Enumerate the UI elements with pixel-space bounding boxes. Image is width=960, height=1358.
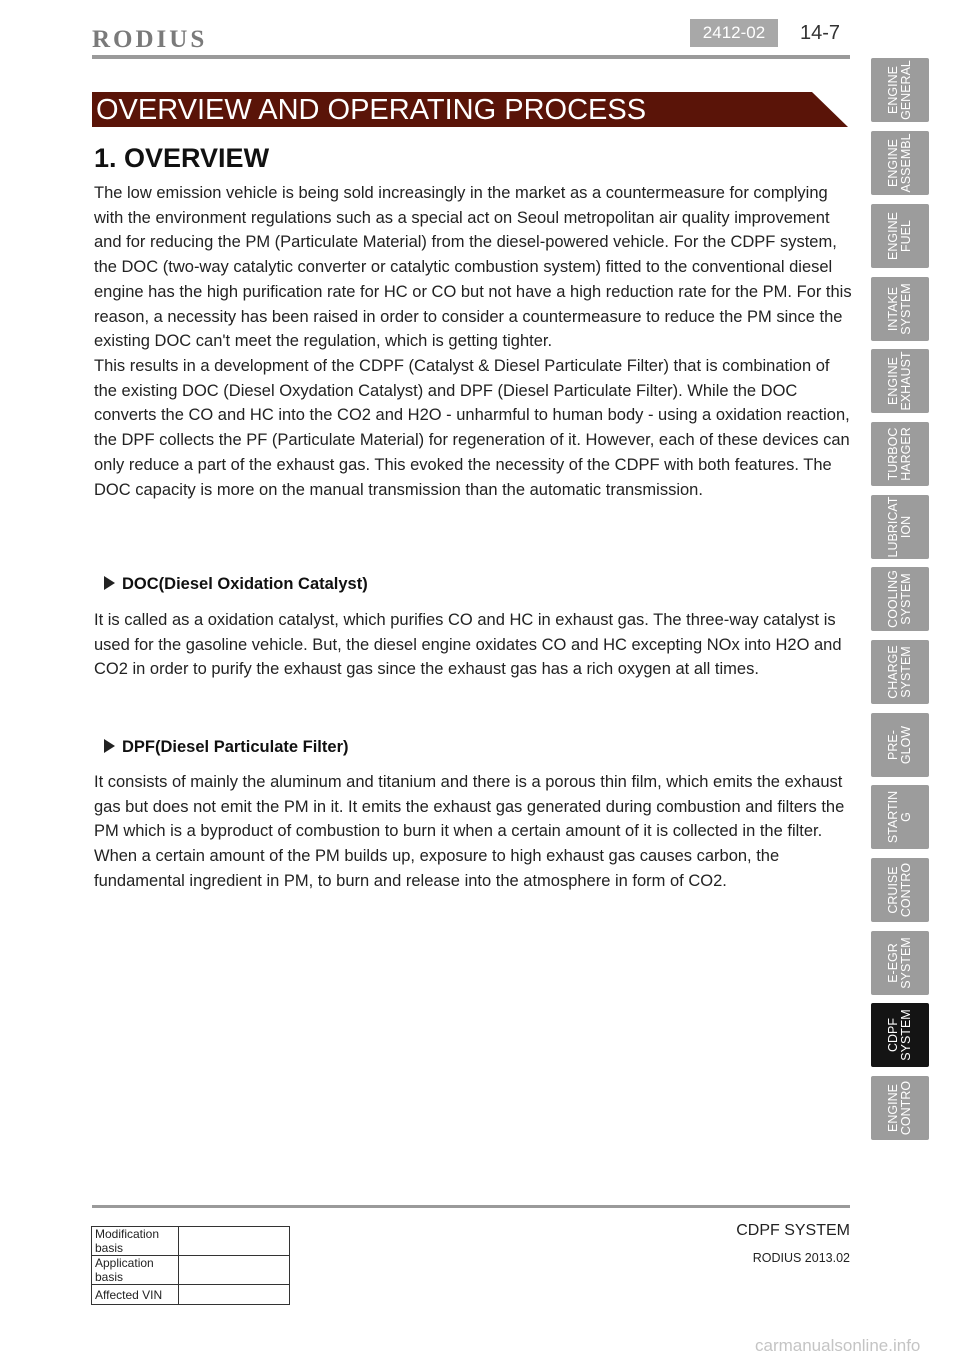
tab-label: CRUISE CONTRO: [886, 862, 913, 918]
tab-pre-glow[interactable]: [871, 713, 929, 777]
tab-label: E-EGR SYSTEM: [886, 937, 913, 989]
basis-value: [179, 1285, 290, 1305]
tab-starting[interactable]: [871, 785, 929, 849]
doc-subheading-text: DOC(Diesel Oxidation Catalyst): [122, 575, 368, 593]
table-row: [92, 1227, 290, 1256]
rodius-logo: RODIUS: [92, 26, 208, 53]
tab-cooling-system[interactable]: [871, 567, 929, 631]
dpf-paragraph: It consists of mainly the aluminum and titanium and there is a porous thin film, which emits the exhaust gas but does not emit the PM in it. It emits the exhaust gas generated during combustion and filters the PM which is a byproduct of combustion to burn it when a certain amount of it is collected in the filter. When a certain amount of the PM builds up, exposure to high exhaust gas causes carbon, the fundamental ingredient in PM, to burn and release into the atmosphere in form of CO2.: [94, 773, 845, 890]
tab-engine-control[interactable]: [871, 1076, 929, 1140]
tab-label: ENGINE ASSEMBL: [886, 133, 913, 193]
triangle-bullet-icon: [104, 739, 115, 753]
tab-engine-general[interactable]: [871, 58, 929, 122]
overview-paragraph-1: The low emission vehicle is being sold increasingly in the market as a countermeasure for complying with the environment regulations such as a special act on Seoul metropolitan air quality improvement and for reducing the PM (Particulate Material) from the diesel-powered vehicle. For the CDPF system, the DOC (two-way catalytic converter or catalytic combustion system) fitted to the conventional diesel engine has the high purification rate for HC or CO but not have a high reduction rate for the PM. For this reason, a necessity has been raised in order to consider a countermeasure to reduce the PM since the existing DOC can't meet the regulation, which is getting tighter.: [94, 184, 852, 351]
basis-table: [91, 1226, 290, 1305]
tab-cruise-control[interactable]: [871, 858, 929, 922]
basis-label: Application basis: [92, 1256, 179, 1285]
tab-label: INTAKE SYSTEM: [886, 283, 913, 335]
doc-subheading: [104, 575, 368, 594]
tab-label: ENGINE GENERAL: [886, 60, 913, 120]
tab-engine-assembly[interactable]: [871, 131, 929, 195]
basis-value: [179, 1227, 290, 1256]
tab-label: STARTIN G: [886, 790, 913, 844]
basis-label: Modification basis: [92, 1227, 179, 1256]
dpf-subheading: [104, 738, 348, 757]
tab-charge-system[interactable]: [871, 640, 929, 704]
footer-subtitle: RODIUS 2013.02: [752, 1251, 850, 1265]
page-number: 14-7: [800, 22, 841, 44]
tab-label: ENGINE FUEL: [886, 212, 913, 260]
footer-title: CDPF SYSTEM: [736, 1222, 850, 1239]
tab-label: LUBRICAT ION: [886, 496, 913, 558]
section-code-badge: 2412-02: [690, 19, 778, 47]
tab-label: CHARGE SYSTEM: [886, 645, 913, 699]
triangle-bullet-icon: [104, 576, 115, 590]
tab-label: COOLING SYSTEM: [886, 570, 913, 628]
basis-label: Affected VIN: [92, 1285, 179, 1305]
doc-paragraph: It is called as a oxidation catalyst, which purifies CO and HC in exhaust gas. The three-way catalyst is used for the gasoline vehicle. But, the diesel engine oxidates CO and HC excepting NOx into H2O and CO2 in order to purify the exhaust gas since the exhaust gas has a rich oxygen at all times.: [94, 611, 842, 679]
tab-e-egr-system[interactable]: [871, 931, 929, 995]
dpf-subheading-text: DPF(Diesel Particulate Filter): [122, 738, 349, 756]
banner-title: OVERVIEW AND OPERATING PROCESS: [96, 94, 647, 126]
section-banner: [92, 92, 848, 127]
tab-label: CDPF SYSTEM: [886, 1009, 913, 1061]
tab-label: ENGINE CONTRO: [886, 1080, 913, 1136]
header-divider: [92, 55, 850, 59]
tab-lubrication[interactable]: [871, 495, 929, 559]
tab-label: TURBOC HARGER: [886, 427, 913, 481]
overview-paragraph-2: This results in a development of the CDPF (Catalyst & Diesel Particulate Filter) that is combination of the existing DOC (Diesel Oxydation Catalyst) and DPF (Diesel Particulate Filter). While the DOC converts the CO and HC into the CO2 and H2O - unharmful to human body - using a oxidation reaction, the DPF collects the PF (Particulate Material) for regeneration of it. However, each of these devices can only reduce a part of the exhaust gas. This evoked the necessity of the CDPF with both features. The DOC capacity is more on the manual transmission than the automatic transmission.: [94, 357, 850, 499]
section-title: 1. OVERVIEW: [94, 143, 270, 173]
tab-label: ENGINE EXHAUST: [886, 351, 913, 411]
watermark: carmanualsonline.info: [755, 1336, 921, 1355]
basis-value: [179, 1256, 290, 1285]
tab-engine-fuel[interactable]: [871, 204, 929, 268]
tab-turbocharger[interactable]: [871, 422, 929, 486]
footer-divider: [92, 1205, 850, 1208]
table-row: [92, 1256, 290, 1285]
tab-cdpf-system[interactable]: [871, 1003, 929, 1067]
tab-label: PRE- GLOW: [886, 725, 913, 765]
tab-engine-exhaust[interactable]: [871, 349, 929, 413]
tab-intake-system[interactable]: [871, 277, 929, 341]
table-row: [92, 1285, 290, 1305]
